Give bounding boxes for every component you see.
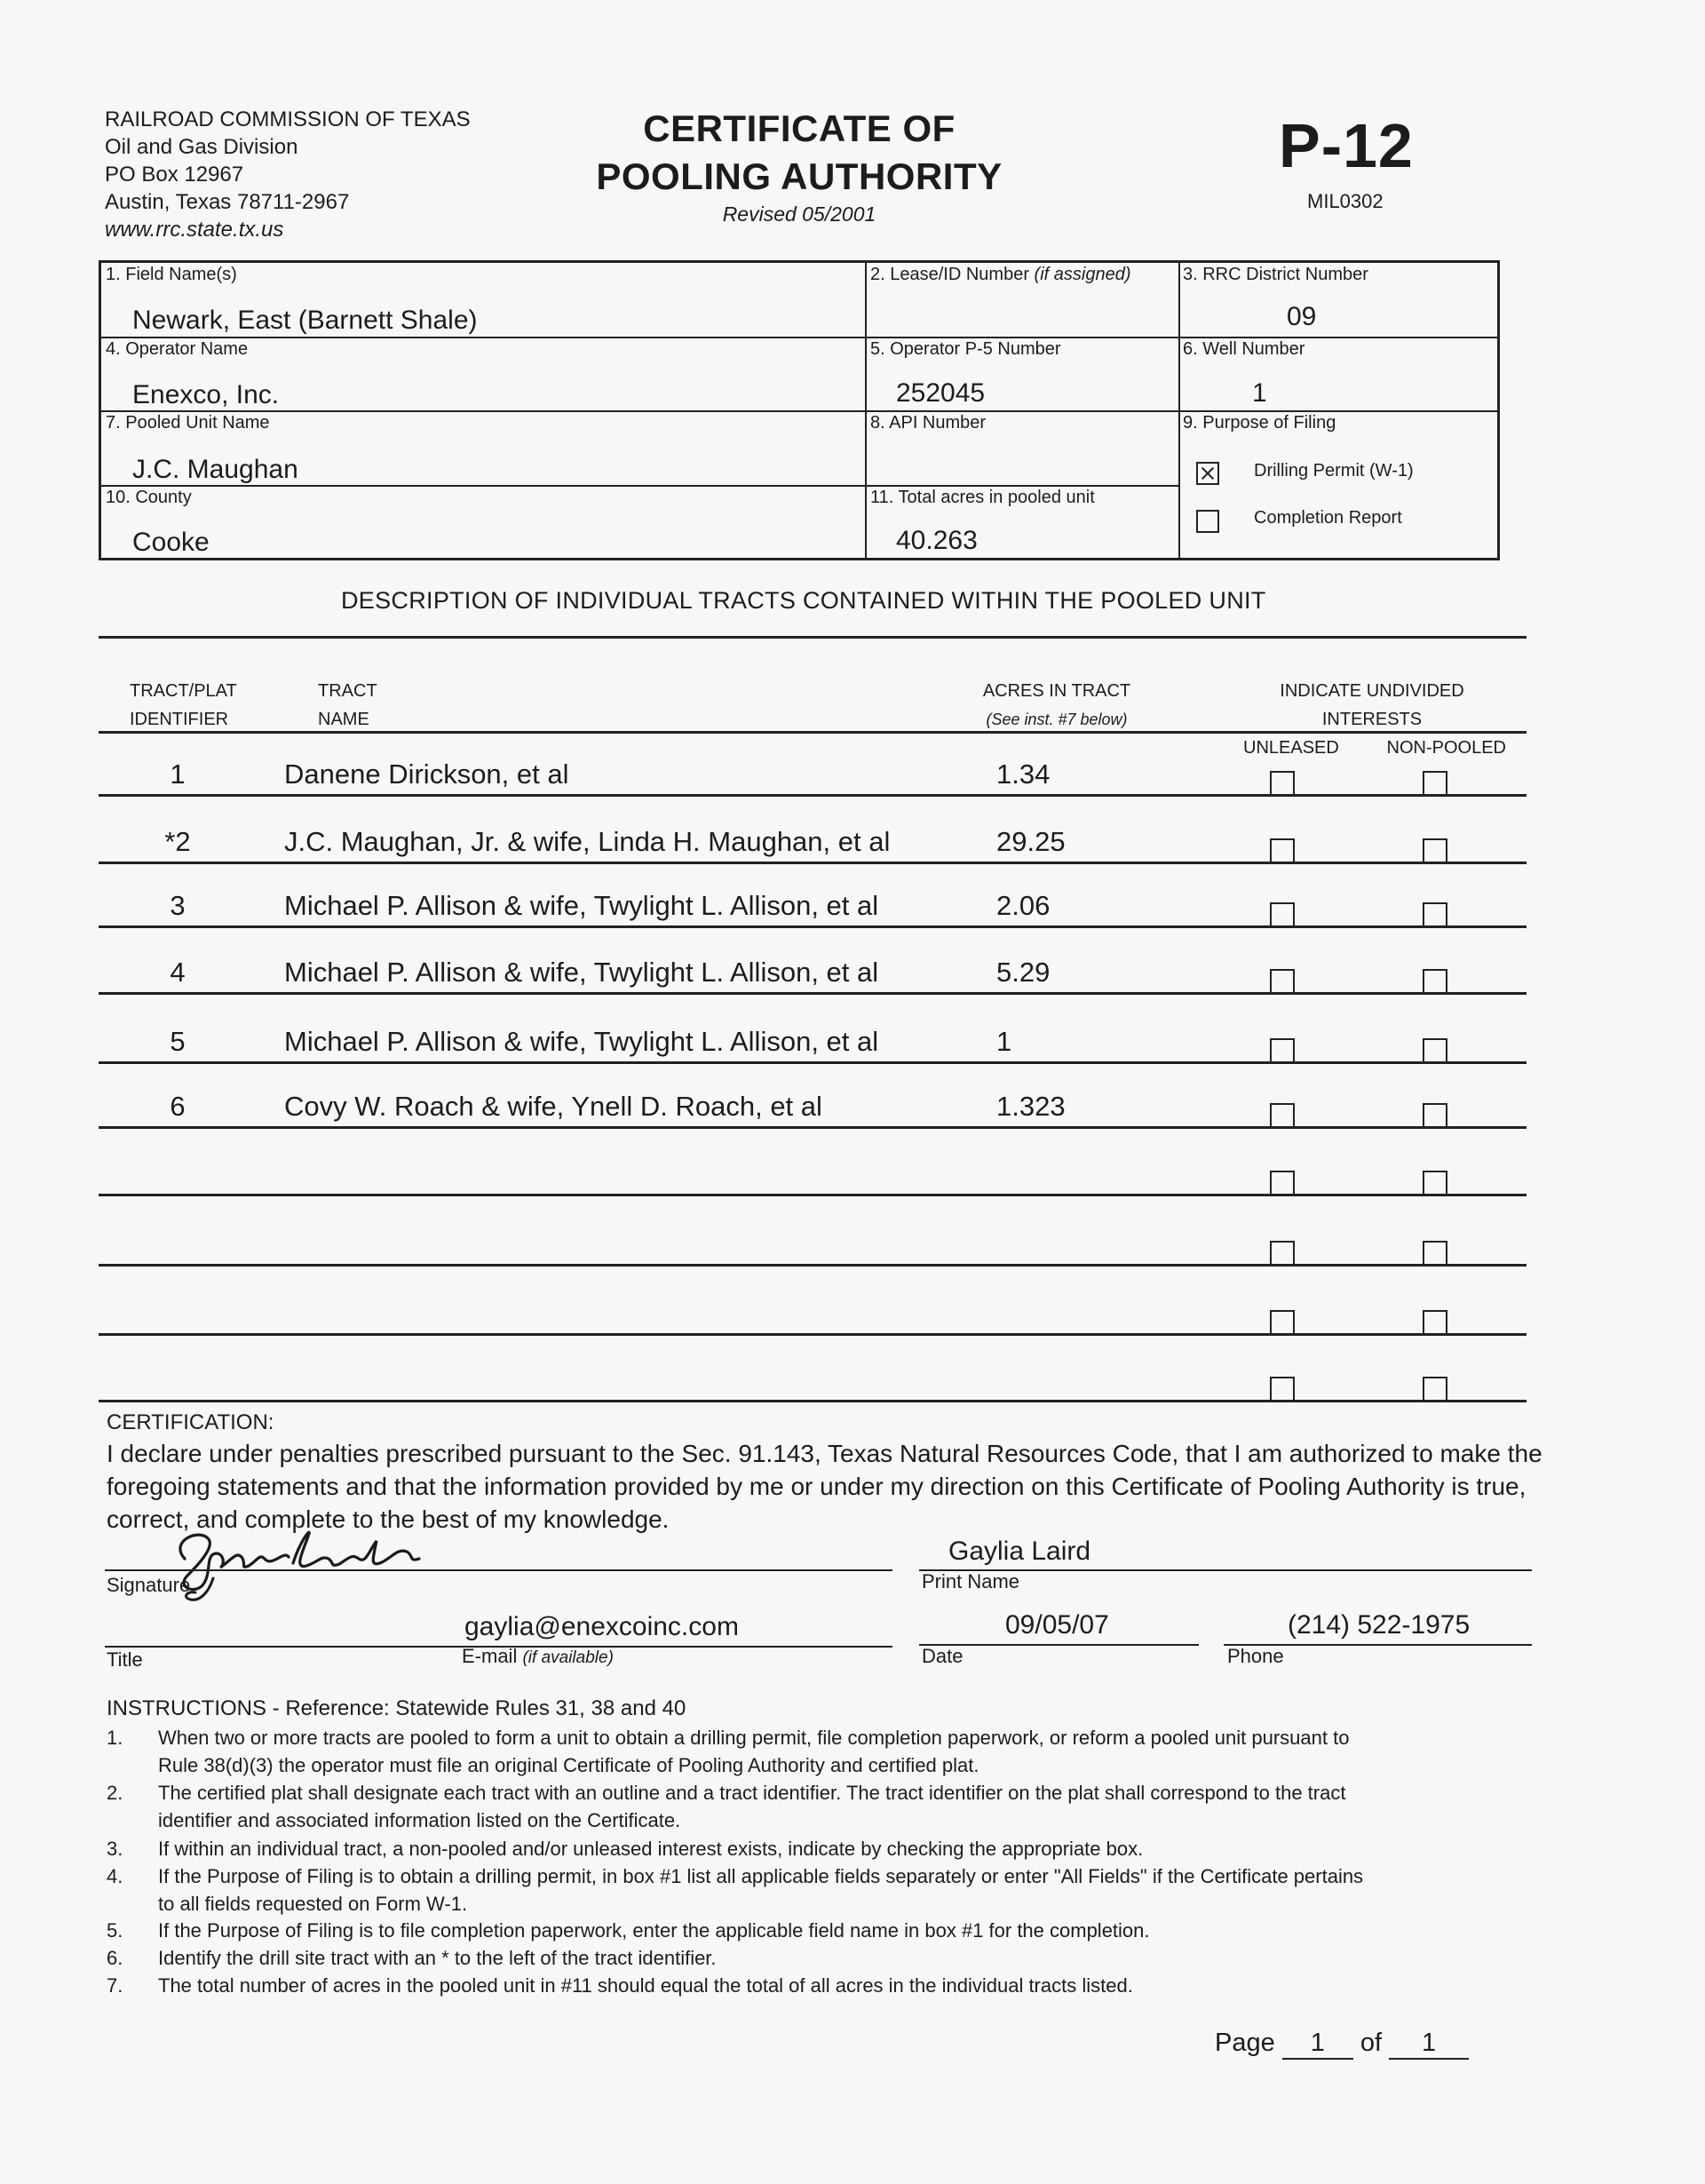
- drilling-permit-label: Drilling Permit (W-1): [1254, 461, 1414, 480]
- title-line-1: CERTIFICATE OF: [643, 107, 956, 149]
- pooled-unit-value[interactable]: J.C. Maughan: [132, 455, 298, 484]
- non-pooled-checkbox[interactable]: [1423, 838, 1447, 862]
- po-box: PO Box 12967: [105, 163, 244, 187]
- well-value[interactable]: 1: [1252, 378, 1267, 408]
- website: www.rrc.state.tx.us: [105, 218, 284, 242]
- unleased-checkbox[interactable]: [1270, 1038, 1295, 1061]
- non-pooled-checkbox[interactable]: [1423, 1103, 1447, 1126]
- non-pooled-checkbox[interactable]: [1423, 1171, 1447, 1194]
- print-name-label: Print Name: [922, 1570, 1020, 1592]
- completion-report-label: Completion Report: [1254, 508, 1402, 528]
- unleased-checkbox[interactable]: [1270, 838, 1295, 862]
- instruction-text: [158, 1917, 1517, 1944]
- instruction-text: [158, 1835, 1517, 1862]
- unleased-checkbox[interactable]: [1270, 1377, 1295, 1400]
- tract-id[interactable]: 3: [170, 890, 186, 921]
- instruction-number: 2.: [107, 1782, 123, 1804]
- form-code: MIL0302: [1307, 190, 1384, 212]
- non-pooled-checkbox[interactable]: [1423, 1038, 1447, 1061]
- col-nonpooled-header: NON-POOLED: [1386, 738, 1506, 758]
- tract-acres[interactable]: 1: [996, 1026, 1012, 1057]
- instruction-line: Rule 38(d)(3) the operator must file an original Certificate of Pooling Authority and certified plat.: [158, 1754, 979, 1776]
- p5-label: 5. Operator P-5 Number: [870, 339, 1061, 359]
- purpose-label: 9. Purpose of Filing: [1183, 413, 1336, 433]
- row-divider: [99, 1264, 1527, 1267]
- tract-id[interactable]: 4: [170, 957, 186, 988]
- instruction-line: The total number of acres in the pooled unit in #11 should equal the total of all acres in the individual tracts listed.: [158, 1974, 1133, 1997]
- county-label: 10. County: [106, 488, 192, 507]
- instruction-text: [158, 1779, 1517, 1834]
- operator-value[interactable]: Enexco, Inc.: [132, 380, 280, 409]
- unleased-checkbox[interactable]: [1270, 771, 1295, 794]
- pooled-unit-label: 7. Pooled Unit Name: [106, 413, 270, 433]
- row-divider: [99, 794, 1527, 797]
- tract-name[interactable]: Covy W. Roach & wife, Ynell D. Roach, et al: [284, 1091, 822, 1122]
- drilling-permit-checkbox[interactable]: [1196, 462, 1219, 485]
- instruction-text: [158, 1972, 1517, 1999]
- instruction-number: 1.: [107, 1727, 123, 1749]
- page-label: Page: [1215, 2029, 1275, 2057]
- instruction-line: identifier and associated information listed on the Certificate.: [158, 1809, 681, 1831]
- certification-title: CERTIFICATION:: [107, 1410, 274, 1434]
- tract-name[interactable]: Michael P. Allison & wife, Twylight L. Allison, et al: [284, 957, 879, 988]
- tract-acres[interactable]: 1.34: [996, 758, 1051, 790]
- non-pooled-checkbox[interactable]: [1423, 969, 1447, 992]
- well-label: 6. Well Number: [1183, 339, 1305, 359]
- unleased-checkbox[interactable]: [1270, 1241, 1295, 1264]
- instruction-line: The certified plat shall designate each tract with an outline and a tract identifier. The tract identifier on the plat shall correspond to the tract: [158, 1782, 1346, 1804]
- field-name-label: 1. Field Name(s): [106, 265, 237, 284]
- agency-address: [105, 106, 471, 243]
- phone-label: Phone: [1227, 1645, 1284, 1667]
- row-divider: [99, 925, 1527, 928]
- instruction-number: 4.: [107, 1865, 123, 1887]
- col-tract-name-header: TRACT NAME: [318, 681, 377, 729]
- instruction-number: 6.: [107, 1947, 123, 1969]
- instruction-number: 5.: [107, 1919, 123, 1942]
- col-tract-id-header: TRACT/PLAT IDENTIFIER: [130, 681, 237, 729]
- unleased-checkbox[interactable]: [1270, 1171, 1295, 1194]
- county-value[interactable]: Cooke: [132, 528, 210, 557]
- signature-image: [160, 1523, 453, 1608]
- row-divider: [99, 1194, 1527, 1196]
- field-name-value[interactable]: Newark, East (Barnett Shale): [132, 306, 478, 335]
- instruction-line: If the Purpose of Filing is to obtain a drilling permit, in box #1 list all applicable fields separately or enter "All Fields" if the Certificate pertains: [158, 1865, 1364, 1887]
- tract-acres[interactable]: 29.25: [996, 826, 1066, 857]
- operator-label: 4. Operator Name: [106, 339, 249, 359]
- tract-name[interactable]: J.C. Maughan, Jr. & wife, Linda H. Maughan, et al: [284, 826, 891, 857]
- city-line: Austin, Texas 78711-2967: [105, 190, 350, 214]
- instruction-line: If the Purpose of Filing is to file completion paperwork, enter the applicable field name in box #1 for the completion.: [158, 1919, 1150, 1942]
- unleased-checkbox[interactable]: [1270, 902, 1295, 925]
- row-divider: [99, 862, 1527, 864]
- page-indicator: [1215, 2029, 1469, 2060]
- tract-acres[interactable]: 1.323: [996, 1091, 1066, 1122]
- date-label: Date: [922, 1645, 964, 1667]
- form-title: [568, 105, 1030, 226]
- info-box: [99, 260, 1500, 560]
- total-acres-label: 11. Total acres in pooled unit: [870, 488, 1095, 507]
- tract-acres[interactable]: 2.06: [996, 890, 1051, 921]
- email-label: E-mail (if available): [462, 1645, 614, 1667]
- lease-label: 2. Lease/ID Number (if assigned): [870, 265, 1131, 284]
- district-value[interactable]: 09: [1287, 302, 1317, 331]
- page-number: 1: [1282, 2029, 1353, 2060]
- instruction-line: Identify the drill site tract with an * to the left of the tract identifier.: [158, 1947, 717, 1969]
- row-divider: [99, 1126, 1527, 1129]
- revised-date: Revised 05/2001: [722, 203, 876, 226]
- district-label: 3. RRC District Number: [1183, 265, 1368, 284]
- instruction-number: 7.: [107, 1974, 123, 1997]
- non-pooled-checkbox[interactable]: [1423, 1310, 1447, 1333]
- p5-value[interactable]: 252045: [896, 378, 986, 408]
- tract-id[interactable]: 6: [170, 1091, 186, 1122]
- instructions-title: INSTRUCTIONS - Reference: Statewide Rules 31, 38 and 40: [107, 1696, 686, 1720]
- tract-name[interactable]: Danene Dirickson, et al: [284, 758, 569, 790]
- division-name: Oil and Gas Division: [105, 135, 298, 159]
- col-interests-header: INDICATE UNDIVIDED INTERESTS UNLEASED NON-POOLED: [1234, 677, 1510, 762]
- col-acres-header: ACRES IN TRACT (See inst. #7 below): [982, 681, 1131, 728]
- api-label: 8. API Number: [870, 413, 987, 433]
- instruction-line: to all fields requested on Form W-1.: [158, 1893, 468, 1915]
- unleased-checkbox[interactable]: [1270, 1103, 1295, 1126]
- non-pooled-checkbox[interactable]: [1423, 1241, 1447, 1264]
- col-unleased-header: UNLEASED: [1243, 738, 1339, 758]
- row-divider: [99, 1061, 1527, 1064]
- non-pooled-checkbox[interactable]: [1423, 1377, 1447, 1400]
- form-number: P-12: [1279, 111, 1414, 180]
- instruction-number: 3.: [107, 1838, 123, 1860]
- tract-acres[interactable]: 5.29: [996, 957, 1051, 988]
- title-line-2: POOLING AUTHORITY: [596, 155, 1003, 197]
- unleased-checkbox[interactable]: [1270, 969, 1295, 992]
- unleased-checkbox[interactable]: [1270, 1310, 1295, 1333]
- certification-text: I declare under penalties prescribed pursuant to the Sec. 91.143, Texas Natural Resources Code, that I am authorized to make the foregoing statements and that the information provided by me or under my direction on this Certificate of Pooling Authority is true, correct, and complete to the best of my knowledge.: [107, 1440, 1542, 1533]
- instruction-text: [158, 1862, 1517, 1918]
- signature-label: Signature: [107, 1574, 191, 1596]
- non-pooled-checkbox[interactable]: [1423, 902, 1447, 925]
- tract-name[interactable]: Michael P. Allison & wife, Twylight L. Allison, et al: [284, 1026, 879, 1057]
- tracts-section-title: DESCRIPTION OF INDIVIDUAL TRACTS CONTAINED WITHIN THE POOLED UNIT: [341, 587, 1266, 614]
- instruction-text: [158, 1724, 1517, 1779]
- tract-id[interactable]: 1: [170, 758, 186, 790]
- page-total: 1: [1389, 2029, 1469, 2060]
- phone-value[interactable]: (214) 522-1975: [1288, 1610, 1471, 1640]
- agency-name: RAILROAD COMMISSION OF TEXAS: [105, 107, 471, 131]
- tract-id[interactable]: 5: [170, 1026, 186, 1057]
- tract-id[interactable]: *2: [164, 826, 191, 857]
- row-divider: [99, 992, 1527, 995]
- instruction-line: If within an individual tract, a non-pooled and/or unleased interest exists, indicate by checking the appropriate box.: [158, 1838, 1144, 1860]
- tract-name[interactable]: Michael P. Allison & wife, Twylight L. Allison, et al: [284, 890, 879, 921]
- non-pooled-checkbox[interactable]: [1423, 771, 1447, 794]
- date-value[interactable]: 09/05/07: [1005, 1610, 1109, 1640]
- instruction-text: [158, 1944, 1517, 1972]
- completion-report-checkbox[interactable]: [1196, 510, 1219, 533]
- row-divider: [99, 1333, 1527, 1336]
- email-value[interactable]: gaylia@enexcoinc.com: [464, 1612, 739, 1641]
- row-divider: [99, 1400, 1527, 1402]
- instruction-line: When two or more tracts are pooled to form a unit to obtain a drilling permit, file completion paperwork, or reform a pooled unit pursuant to: [158, 1727, 1350, 1749]
- total-acres-value[interactable]: 40.263: [896, 526, 978, 555]
- print-name-value[interactable]: Gaylia Laird: [948, 1537, 1091, 1566]
- title-label: Title: [107, 1648, 143, 1671]
- of-label: of: [1360, 2029, 1383, 2057]
